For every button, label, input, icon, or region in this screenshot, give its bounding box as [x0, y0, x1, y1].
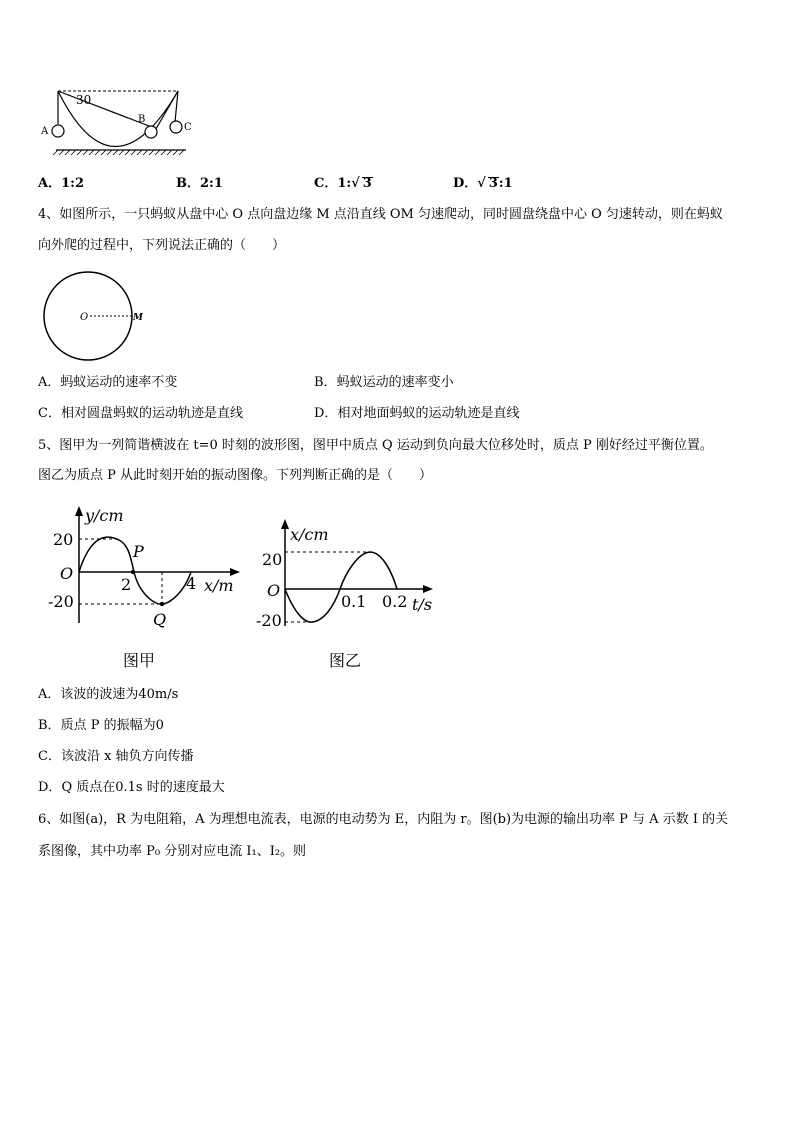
- q3-option-a: [38, 172, 84, 191]
- q4-option-c: [38, 405, 243, 423]
- q5a-point-p: P: [133, 542, 144, 561]
- q5a-ylabel: y/cm: [85, 506, 124, 525]
- q5a-y-tick-20: 20: [53, 530, 74, 549]
- q4-stem-line1: 4、如图所示，一只蚂蚁从盘中心 O 点向盘边缘 M 点沿直线 OM 匀速爬动，同时圆盘绕盘中心 O 匀速转动，则在蚂蚁: [38, 207, 723, 222]
- q5b-x-tick-02: 0.2: [382, 592, 408, 611]
- q3-angle-label: 30: [76, 93, 92, 107]
- option-text: 质点 P 的振幅为0: [60, 718, 164, 733]
- q5a-point-q: Q: [153, 610, 167, 629]
- q6-stem-line1: 6、如图(a)，R 为电阻箱，A 为理想电流表，电源的电动势为 E，内阻为 r。图(b)为电源的输出功率 P 与 A 示数 I 的关: [38, 812, 729, 827]
- q4-edge-label: M: [133, 313, 143, 323]
- option-text: 蚂蚁运动的速率变小: [336, 375, 454, 390]
- q5-option-d: [38, 779, 225, 797]
- option-text: 该波的波速为40m/s: [60, 687, 179, 702]
- option-label: A．: [38, 375, 61, 390]
- q4-center-label: O: [80, 312, 89, 323]
- q3-option-b: [176, 172, 223, 191]
- q3-ball-a-label: A: [41, 126, 49, 137]
- radical-sign: √: [351, 176, 360, 191]
- radical-sign: √: [477, 176, 486, 191]
- q5-option-c: [38, 748, 194, 766]
- q5a-x-tick-2: 2: [121, 575, 132, 594]
- q6-stem-line2: 系图像，其中功率 P₀ 分别对应电流 I₁、I₂。则: [38, 844, 307, 859]
- q5a-y-tick-neg20: -20: [48, 592, 74, 611]
- q5b-y-tick-neg20: -20: [256, 611, 282, 630]
- q5a-xlabel: x/m: [204, 576, 234, 595]
- option-prefix: 1:: [337, 176, 352, 191]
- option-suffix: :1: [498, 176, 513, 191]
- q5a-origin: O: [60, 564, 74, 583]
- q5a-x-tick-4: 4: [186, 574, 197, 593]
- option-label: D．: [314, 406, 338, 421]
- option-label: B．: [176, 176, 200, 191]
- q5b-y-tick-20: 20: [262, 550, 283, 569]
- q4-option-a: [38, 374, 177, 392]
- q3-ball-c-label: C: [184, 122, 192, 133]
- q4-option-b: [314, 374, 454, 392]
- option-label: B．: [314, 375, 337, 390]
- q5b-caption: 图乙: [329, 651, 362, 670]
- radicand: 3: [362, 176, 372, 191]
- q4-stem-line2: 向外爬的过程中，下列说法正确的（ ）: [38, 238, 286, 253]
- option-label: A．: [38, 687, 61, 702]
- q5-option-b: [38, 717, 164, 735]
- option-label: C．: [38, 406, 61, 421]
- option-label: D．: [38, 780, 62, 795]
- q4-option-d: [314, 405, 519, 423]
- option-text: 2:1: [200, 176, 223, 191]
- q5b-ylabel: x/cm: [290, 525, 329, 544]
- option-label: B．: [38, 718, 61, 733]
- q5b-x-tick-01: 0.1: [341, 592, 367, 611]
- option-label: A．: [38, 176, 62, 191]
- q3-pendulum-figure: [38, 82, 198, 158]
- q5b-origin: O: [267, 581, 281, 600]
- q3-ball-b-label: B: [138, 114, 146, 125]
- q5a-caption: 图甲: [123, 651, 156, 670]
- q3-option-c: [314, 172, 373, 191]
- option-label: D．: [453, 176, 478, 191]
- option-label: C．: [314, 176, 338, 191]
- q5-option-a: [38, 686, 178, 704]
- q5-vibration-graph: [254, 516, 444, 673]
- q5-stem-line2: 图乙为质点 P 从此时刻开始的振动图像。下列判断正确的是（ ）: [38, 468, 433, 483]
- option-text: 相对地面蚂蚁的运动轨迹是直线: [337, 406, 520, 421]
- q5-stem-line1: 5、图甲为一列简谐横波在 t=0 时刻的波形图，图甲中质点 Q 运动到负向最大位移处时，质点 P 刚好经过平衡位置。: [38, 438, 713, 453]
- option-text: 蚂蚁运动的速率不变: [60, 375, 178, 390]
- q5-wave-graph: [44, 503, 244, 673]
- q5b-xlabel: t/s: [412, 595, 433, 614]
- option-text: Q 质点在0.1s 时的速度最大: [61, 780, 225, 795]
- radicand: 3: [488, 176, 498, 191]
- option-text: 相对圆盘蚂蚁的运动轨迹是直线: [60, 406, 243, 421]
- q3-option-d: [453, 172, 513, 191]
- option-label: C．: [38, 749, 61, 764]
- q4-disc-figure: [40, 270, 150, 362]
- option-text: 该波沿 x 轴负方向传播: [60, 749, 194, 764]
- option-text: 1:2: [61, 176, 84, 191]
